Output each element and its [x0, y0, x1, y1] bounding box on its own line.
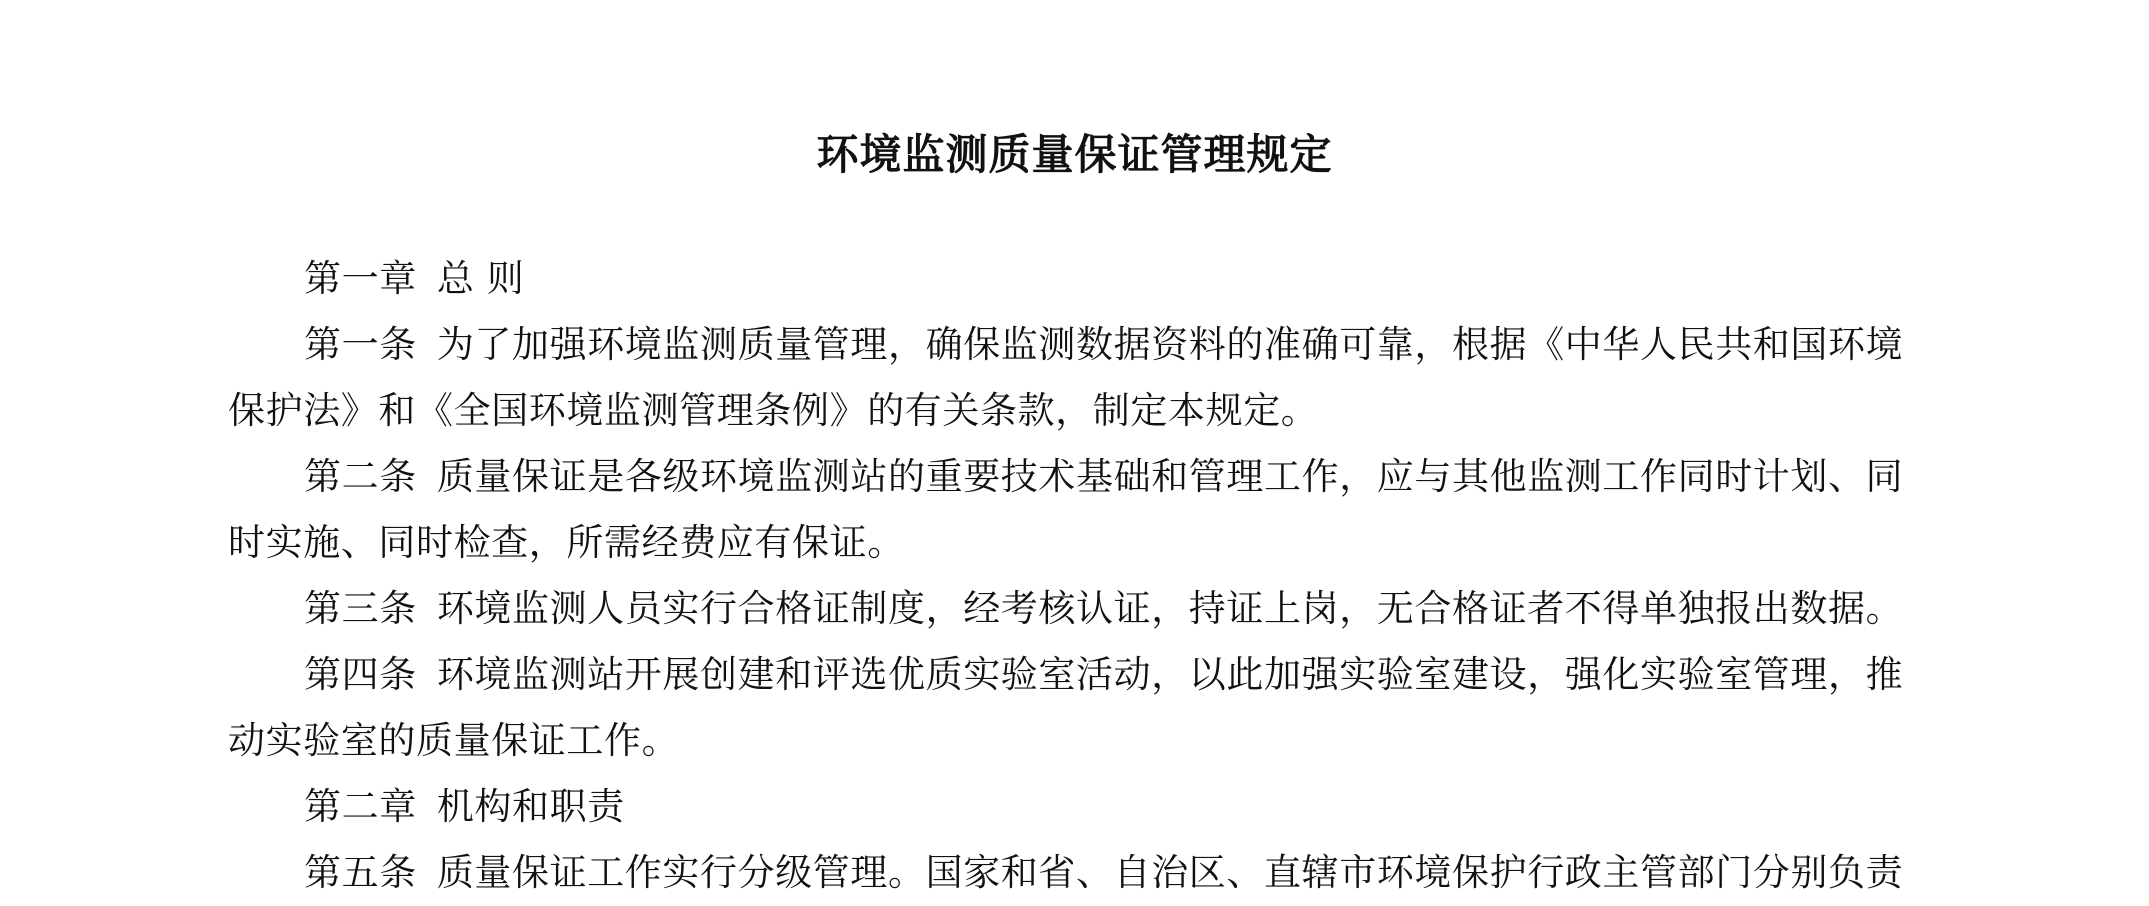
- document-body: [228, 246, 1948, 906]
- document-title: 环境监测质量保证管理规定: [816, 130, 1333, 179]
- line-label: 第三条: [304, 587, 417, 630]
- text-line: [228, 378, 1948, 444]
- line-label: 第四条: [304, 653, 417, 696]
- line-text: 为了加强环境监测质量管理，确保监测数据资料的准确可靠，根据《中华人民共和国环境: [436, 323, 1904, 366]
- line-text: 环境监测站开展创建和评选优质实验室活动，以此加强实验室建设，强化实验室管理，推: [436, 653, 1904, 696]
- line-text: 机构和职责: [436, 785, 625, 828]
- line-label: 第二条: [304, 455, 417, 498]
- text-line: [228, 246, 1948, 312]
- text-line: [228, 642, 1948, 708]
- line-text: 总 则: [436, 257, 525, 300]
- text-line: [228, 576, 1948, 642]
- text-line: [228, 708, 1948, 774]
- line-label: 第五条: [304, 851, 417, 894]
- text-line: [228, 840, 1948, 906]
- line-text: 动实验室的质量保证工作。: [228, 719, 680, 762]
- line-text: 时实施、同时检查，所需经费应有保证。: [228, 521, 905, 564]
- line-text: 保护法》和《全国环境监测管理条例》的有关条款，制定本规定。: [228, 389, 1319, 432]
- text-line: [228, 444, 1948, 510]
- line-text: 质量保证工作实行分级管理。国家和省、自治区、直辖市环境保护行政主管部门分别负责: [436, 851, 1904, 894]
- line-label: 第一章: [304, 257, 417, 300]
- line-label: 第二章: [304, 785, 417, 828]
- line-text: 质量保证是各级环境监测站的重要技术基础和管理工作，应与其他监测工作同时计划、同: [436, 455, 1904, 498]
- text-line: [228, 510, 1948, 576]
- line-text: 环境监测人员实行合格证制度，经考核认证，持证上岗，无合格证者不得单独报出数据。: [436, 587, 1904, 630]
- line-label: 第一条: [304, 323, 417, 366]
- text-line: [228, 312, 1948, 378]
- text-line: [228, 774, 1948, 840]
